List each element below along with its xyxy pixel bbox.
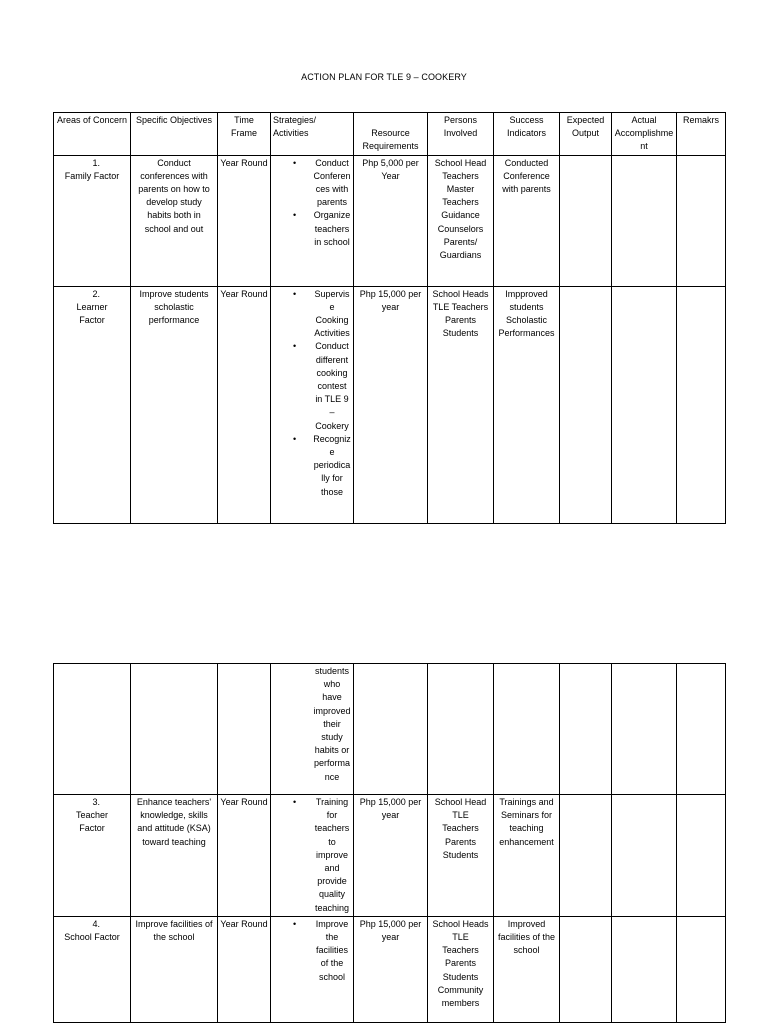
header-resource-requirements: Resource Requirements — [354, 113, 428, 156]
strategies-cell — [271, 664, 354, 795]
expected-output-cell — [560, 286, 612, 523]
strategy-item: • Supervise Cooking Activities — [313, 288, 351, 341]
row-number: 4. — [92, 918, 100, 929]
person-item: Master Teachers — [442, 184, 479, 208]
actual-accomplishment-cell — [612, 155, 677, 286]
actual-accomplishment-cell — [612, 795, 677, 917]
person-item: Teachers — [442, 945, 479, 956]
indicators-cell: Trainings and Seminars for teaching enhancement — [494, 795, 560, 917]
person-item: Students — [442, 849, 479, 860]
person-item: Students — [442, 328, 479, 339]
strategies-cell — [271, 286, 354, 523]
time-frame-cell: Year Round — [218, 286, 271, 523]
person-item: Parents — [444, 836, 477, 847]
time-frame-cell: Year Round — [218, 155, 271, 286]
strategy-item: • Recognize periodically for those — [313, 433, 351, 499]
remarks-cell — [677, 286, 726, 523]
person-item: TLE — [452, 810, 469, 821]
objective-cell: Improve facilities of the school — [131, 916, 218, 1022]
header-specific-objectives: Specific Objectives — [131, 113, 218, 156]
person-item: Teachers — [442, 170, 479, 181]
persons-cell — [428, 155, 494, 286]
person-item: Parents/ Guardians — [439, 236, 482, 261]
area-of-concern-cell — [54, 286, 131, 523]
area-label: Family Factor — [64, 170, 120, 181]
header-time-frame: Time Frame — [218, 113, 271, 156]
expected-output-cell — [560, 664, 612, 795]
strategy-continued: students who have improved their study habits or performance — [313, 666, 351, 782]
remarks-cell — [677, 795, 726, 917]
area-label: School Factor — [64, 932, 120, 943]
resources-cell: Php 15,000 per year — [354, 286, 428, 523]
actual-accomplishment-cell — [612, 286, 677, 523]
person-item: Parents — [444, 958, 477, 969]
remarks-cell — [677, 155, 726, 286]
strategies-cell — [271, 916, 354, 1022]
indicators-cell: Improved facilities of the school — [494, 916, 560, 1022]
action-plan-table-page-1 — [53, 112, 726, 524]
resources-cell: Php 15,000 per year — [354, 795, 428, 917]
resources-cell — [354, 664, 428, 795]
area-of-concern-cell — [54, 795, 131, 917]
person-item: Teachers — [442, 823, 479, 834]
person-item: TLE Teachers — [432, 301, 489, 312]
header-remarks: Remakrs — [677, 113, 726, 156]
strategy-item: • Improve the facilities of the school — [313, 918, 351, 984]
objective-cell — [131, 664, 218, 795]
expected-output-cell — [560, 916, 612, 1022]
resources-cell: Php 5,000 per Year — [354, 155, 428, 286]
persons-cell — [428, 286, 494, 523]
area-label: Teacher Factor — [75, 810, 109, 834]
strategy-item: • Conduct Conferences with parents — [313, 157, 351, 210]
time-frame-cell: Year Round — [218, 916, 271, 1022]
header-persons-involved: Persons Involved — [428, 113, 494, 156]
indicators-cell: Conducted Conference with parents — [494, 155, 560, 286]
time-frame-cell — [218, 664, 271, 795]
area-of-concern-cell — [54, 664, 131, 795]
row-number: 1. — [92, 157, 100, 168]
table-row — [54, 286, 726, 523]
table-row — [54, 155, 726, 286]
time-frame-cell: Year Round — [218, 795, 271, 917]
strategy-item: • Training for teachers to improve and provide quality teaching — [313, 796, 351, 915]
person-item: School Head — [434, 797, 487, 807]
strategy-item: • Organize teachers in school — [313, 209, 351, 249]
persons-cell — [428, 916, 494, 1022]
person-item: TLE — [452, 932, 469, 943]
header-strategies: Strategies/ Activities — [271, 113, 354, 156]
actual-accomplishment-cell — [612, 664, 677, 795]
person-item: School Heads — [432, 918, 489, 929]
table-row-continued — [54, 664, 726, 795]
persons-cell — [428, 664, 494, 795]
objective-cell: Improve students scholastic performance — [131, 286, 218, 523]
objective-cell: Conduct conferences with parents on how to develop study habits both in school and out — [131, 155, 218, 286]
header-row — [54, 113, 726, 156]
person-item: Community members — [437, 984, 484, 1009]
area-of-concern-cell — [54, 916, 131, 1022]
person-item: Parents — [444, 315, 477, 326]
header-areas-of-concern: Areas of Concern — [54, 113, 131, 156]
person-item: Guidance Counselors — [437, 210, 484, 234]
area-label: Learner Factor — [76, 301, 108, 326]
resources-cell: Php 15,000 per year — [354, 916, 428, 1022]
header-expected-output: Expected Output — [560, 113, 612, 156]
person-item: School Head — [434, 157, 487, 168]
header-success-indicators: Success Indicators — [494, 113, 560, 156]
header-actual-accomplishment: Actual Accomplishment — [612, 113, 677, 156]
strategy-item: • Conduct different cooking contest in TLE 9 – Cookery — [313, 340, 351, 432]
row-number: 3. — [92, 797, 100, 807]
table-row — [54, 916, 726, 1022]
table-row — [54, 795, 726, 917]
row-number: 2. — [92, 288, 100, 299]
persons-cell — [428, 795, 494, 917]
remarks-cell — [677, 664, 726, 795]
strategies-cell — [271, 795, 354, 917]
objective-cell: Enhance teachers' knowledge, skills and attitude (KSA) toward teaching — [131, 795, 218, 917]
strategies-cell — [271, 155, 354, 286]
action-plan-table-page-2 — [53, 663, 726, 1023]
indicators-cell — [494, 664, 560, 795]
indicators-cell: Impproved students Scholastic Performances — [494, 286, 560, 523]
expected-output-cell — [560, 155, 612, 286]
expected-output-cell — [560, 795, 612, 917]
person-item: Students — [442, 971, 479, 982]
remarks-cell — [677, 916, 726, 1022]
area-of-concern-cell — [54, 155, 131, 286]
actual-accomplishment-cell — [612, 916, 677, 1022]
document-title: ACTION PLAN FOR TLE 9 – COOKERY — [301, 72, 467, 82]
person-item: School Heads — [432, 288, 489, 299]
